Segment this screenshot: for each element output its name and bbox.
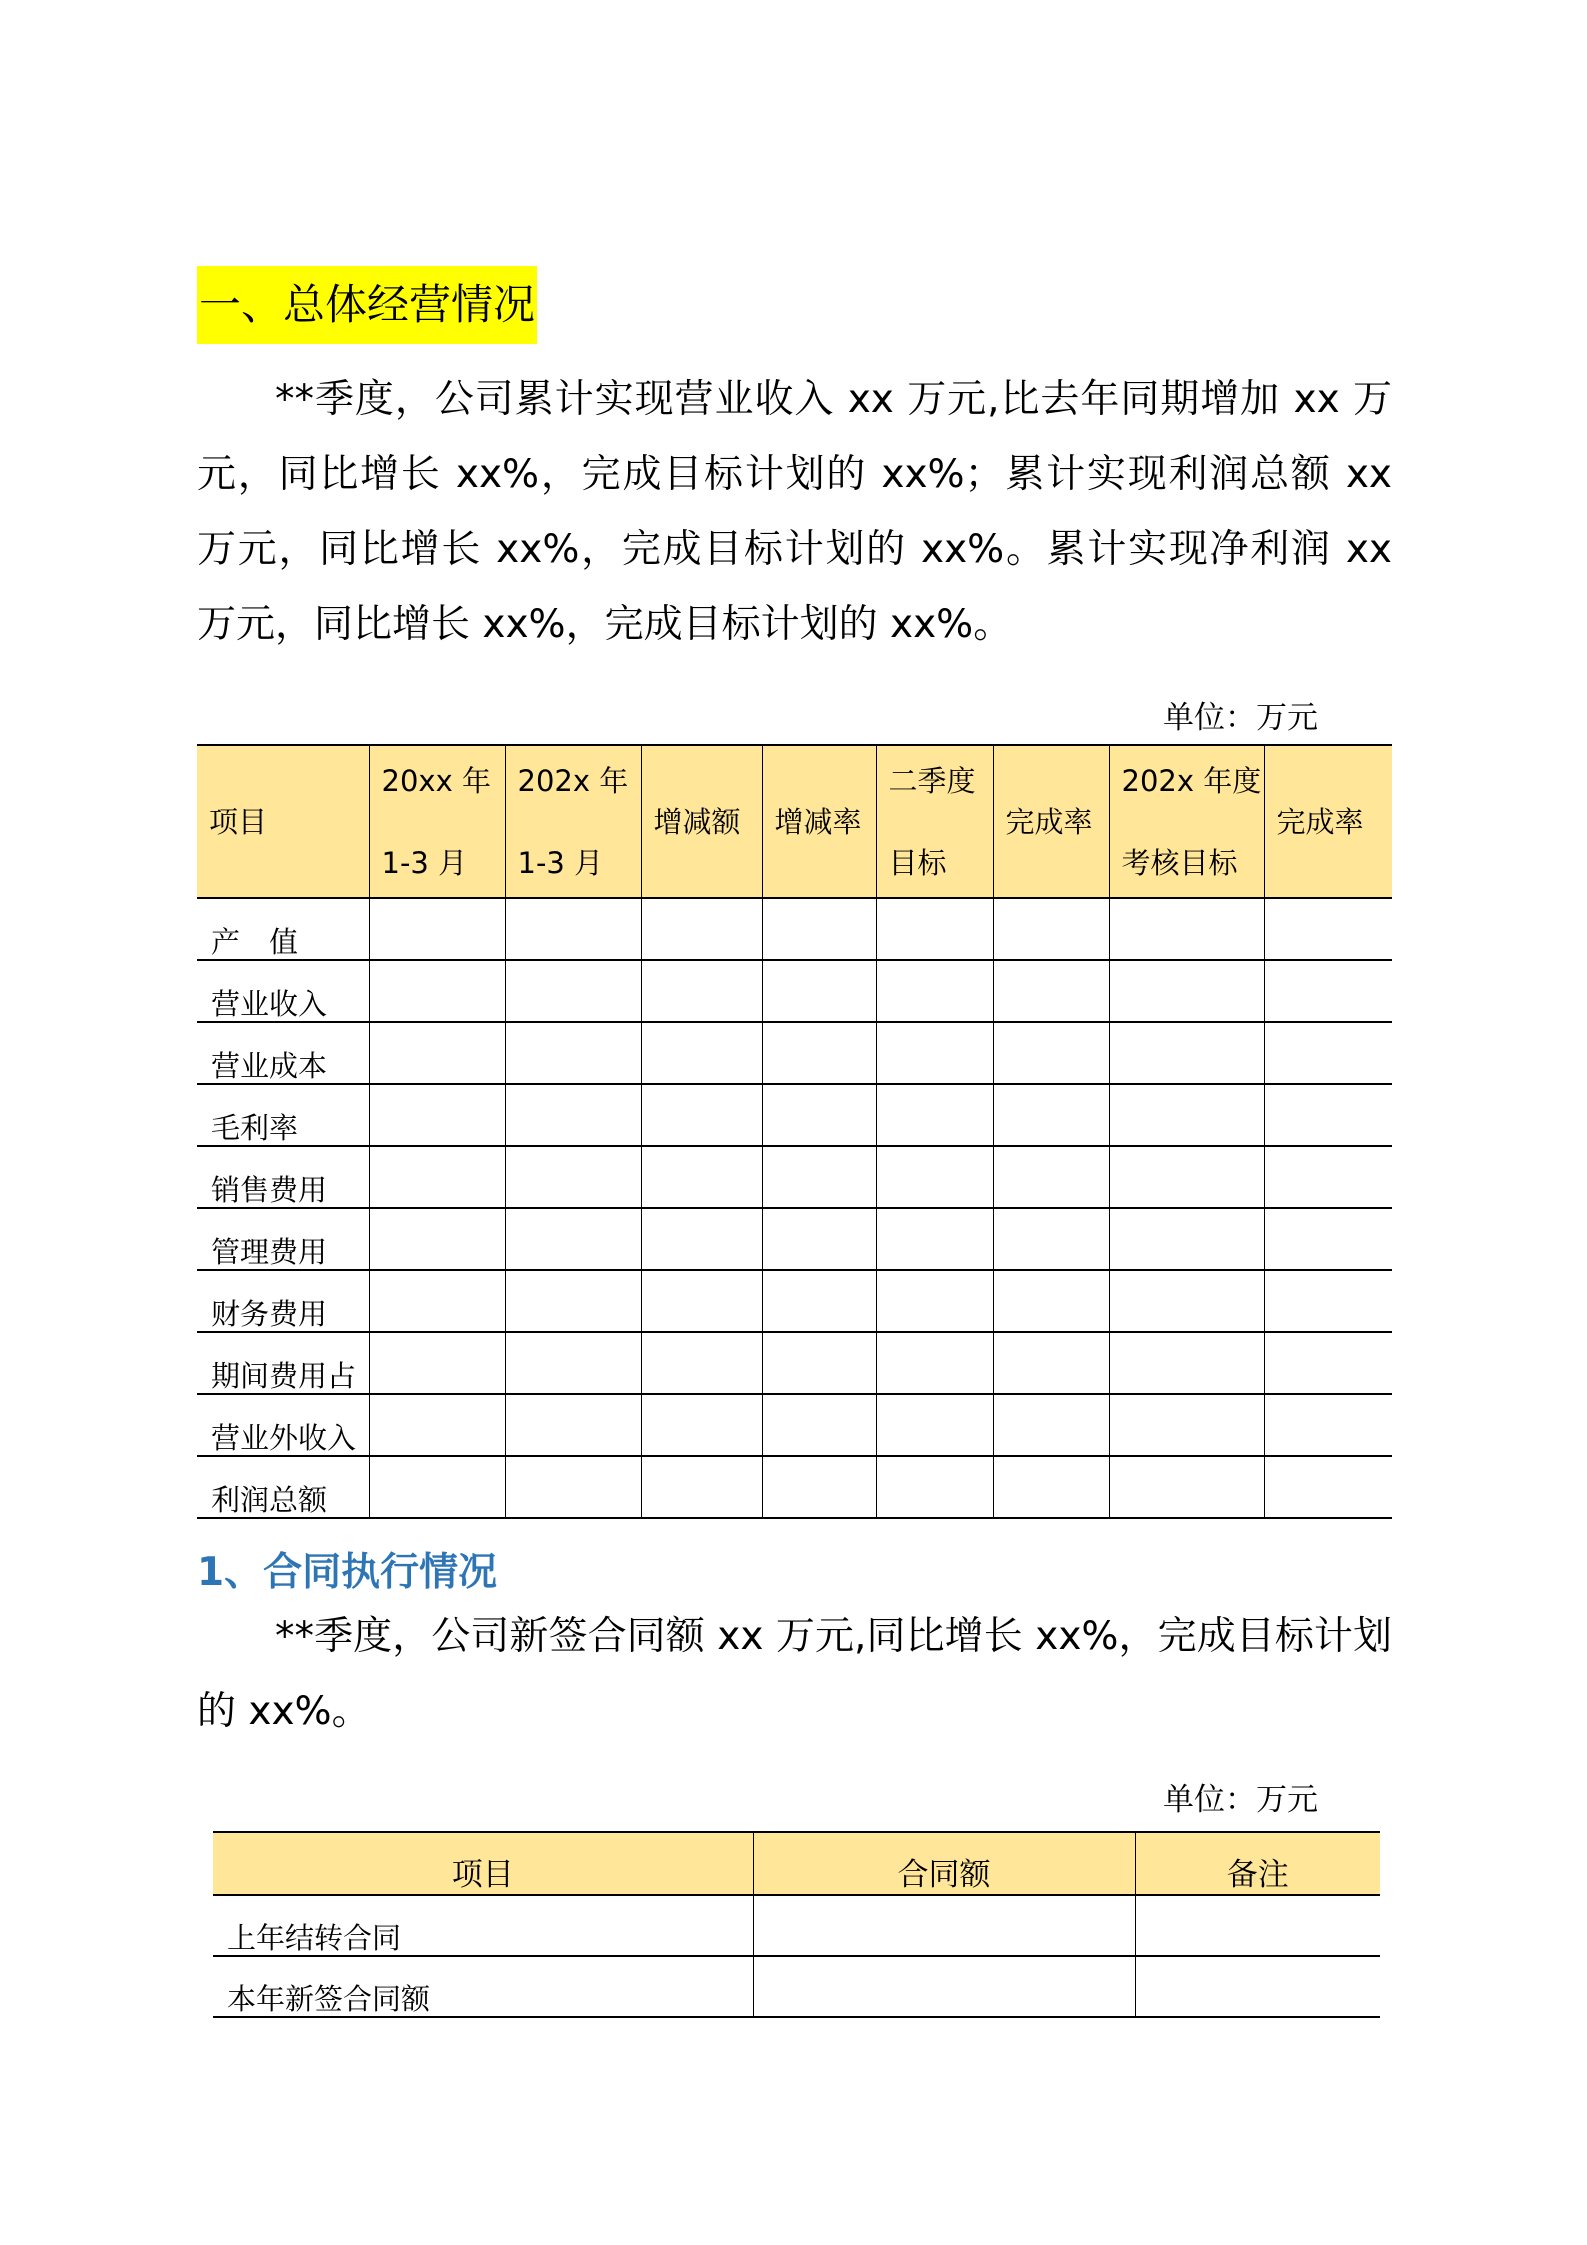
operations-header-cell: [1109, 745, 1264, 898]
row-label: 营业收入: [197, 960, 369, 1022]
table-cell: [993, 1084, 1109, 1146]
operations-header-cell: [641, 745, 762, 898]
table-cell: [369, 1084, 505, 1146]
table-cell: [1264, 960, 1392, 1022]
table-row: [197, 1022, 1392, 1084]
table-cell: [762, 898, 876, 960]
unit-label-contract: 单位：万元: [1163, 1782, 1318, 1818]
operations-header-cell: [197, 745, 369, 898]
table-cell: [641, 1146, 762, 1208]
header-line-2: 1-3 月: [381, 845, 468, 880]
contract-execution-paragraph: [197, 1599, 1392, 1749]
table-cell: [1109, 1332, 1264, 1394]
table-cell: [505, 1456, 641, 1518]
table-cell: [1109, 1394, 1264, 1456]
table-cell: [762, 1084, 876, 1146]
table-cell: [1264, 1394, 1392, 1456]
table-row: [197, 1208, 1392, 1270]
table-cell: [762, 1456, 876, 1518]
table-cell: [993, 1270, 1109, 1332]
table-cell: [876, 1208, 993, 1270]
header-line-2: 1-3 月: [517, 845, 604, 880]
table-cell: [1264, 1146, 1392, 1208]
table-cell: [505, 1270, 641, 1332]
table-cell: [993, 1022, 1109, 1084]
table-cell: [369, 1146, 505, 1208]
table-row: [213, 1956, 1380, 2017]
contract-header-cell: 备注: [1135, 1832, 1380, 1895]
table-cell: [641, 898, 762, 960]
table-cell: [641, 1022, 762, 1084]
row-label: 销售费用: [197, 1146, 369, 1208]
operations-header-cell: [762, 745, 876, 898]
table-cell: [1109, 1208, 1264, 1270]
table-cell: [641, 960, 762, 1022]
operations-header-cell: [1264, 745, 1392, 898]
table-cell: [1109, 1270, 1264, 1332]
table-cell: [369, 1394, 505, 1456]
header-line-2: 目标: [888, 845, 947, 880]
table-cell: [1109, 960, 1264, 1022]
row-label: 毛利率: [197, 1084, 369, 1146]
table-cell: [641, 1394, 762, 1456]
table-cell: [505, 1022, 641, 1084]
row-label: 本年新签合同额: [213, 1956, 753, 2017]
contract-execution-text: **季度，公司新签合同额 xx 万元,同比增长 xx%，完成目标计划的 xx%。: [197, 1614, 1392, 1734]
header-label: 完成率: [1276, 804, 1364, 839]
table-cell: [1264, 1208, 1392, 1270]
table-cell: [505, 1146, 641, 1208]
table-row: [197, 1084, 1392, 1146]
table-cell: [641, 1270, 762, 1332]
table-cell: [1264, 1456, 1392, 1518]
table-cell: [1264, 1270, 1392, 1332]
table-cell: [762, 1022, 876, 1084]
header-line-2: 考核目标: [1121, 845, 1238, 880]
table-cell: [1109, 1146, 1264, 1208]
contract-table: [213, 1831, 1380, 2018]
table-cell: [505, 1394, 641, 1456]
table-cell: [762, 1332, 876, 1394]
header-label: 完成率: [1005, 804, 1093, 839]
row-label: 期间费用占: [197, 1332, 369, 1394]
table-cell: [876, 1456, 993, 1518]
operations-table-header: [197, 745, 1392, 898]
header-label: 项目: [209, 804, 268, 839]
table-row: [197, 1394, 1392, 1456]
operations-header-cell: [505, 745, 641, 898]
table-cell: [876, 1022, 993, 1084]
table-cell: [1135, 1895, 1380, 1956]
table-row: [197, 898, 1392, 960]
header-line-1: 202x 年: [517, 763, 629, 798]
table-cell: [369, 1208, 505, 1270]
header-line-1: 二季度: [888, 763, 976, 798]
table-cell: [753, 1895, 1135, 1956]
section-title-contract-execution: 1、合同执行情况: [197, 1550, 498, 1595]
table-cell: [369, 1332, 505, 1394]
table-cell: [1109, 898, 1264, 960]
table-cell: [753, 1956, 1135, 2017]
table-cell: [1264, 1332, 1392, 1394]
table-cell: [762, 1208, 876, 1270]
table-cell: [369, 1022, 505, 1084]
table-cell: [876, 1332, 993, 1394]
table-row: [197, 1332, 1392, 1394]
row-label: 上年结转合同: [213, 1895, 753, 1956]
table-cell: [876, 1394, 993, 1456]
unit-label: 单位：万元: [1163, 700, 1318, 736]
row-label: 营业成本: [197, 1022, 369, 1084]
header-label: 增减率: [774, 804, 862, 839]
table-cell: [993, 1394, 1109, 1456]
table-cell: [641, 1456, 762, 1518]
table-cell: [876, 1146, 993, 1208]
table-cell: [1109, 1456, 1264, 1518]
table-row: [197, 1456, 1392, 1518]
table-cell: [369, 1270, 505, 1332]
operations-header-cell: [993, 745, 1109, 898]
row-label: 管理费用: [197, 1208, 369, 1270]
table-row: [213, 1895, 1380, 1956]
table-cell: [762, 1394, 876, 1456]
table-cell: [993, 960, 1109, 1022]
table-cell: [993, 1146, 1109, 1208]
table-cell: [876, 1084, 993, 1146]
table-cell: [762, 1146, 876, 1208]
header-label: 增减额: [653, 804, 741, 839]
table-cell: [1264, 898, 1392, 960]
row-label: 财务费用: [197, 1270, 369, 1332]
table-cell: [993, 1208, 1109, 1270]
table-cell: [876, 1270, 993, 1332]
row-label: 营业外收入: [197, 1394, 369, 1456]
table-cell: [1109, 1022, 1264, 1084]
table-cell: [505, 1208, 641, 1270]
table-row: [197, 1270, 1392, 1332]
overall-operations-text: **季度，公司累计实现营业收入 xx 万元,比去年同期增加 xx 万元，同比增长 xx%，完成目标计划的 xx%；累计实现利润总额 xx 万元，同比增长 xx%，完成目标计划的 xx%。累计实现净利润 xx 万元，同比增长 xx%，完成目标计划的 xx%。: [197, 377, 1392, 647]
table-cell: [641, 1332, 762, 1394]
table-cell: [1135, 1956, 1380, 2017]
table-cell: [505, 898, 641, 960]
header-line-1: 202x 年度: [1121, 763, 1262, 798]
table-cell: [641, 1208, 762, 1270]
table-cell: [762, 960, 876, 1022]
contract-header-cell: 项目: [213, 1832, 753, 1895]
table-cell: [505, 960, 641, 1022]
table-cell: [369, 898, 505, 960]
row-label: 产 值: [197, 898, 369, 960]
table-cell: [505, 1332, 641, 1394]
overall-operations-paragraph: [197, 362, 1392, 662]
section-title-overall-operations: 一、总体经营情况: [197, 266, 537, 344]
contract-table-header: [213, 1832, 1380, 1895]
table-row: [197, 1146, 1392, 1208]
table-cell: [1264, 1022, 1392, 1084]
table-cell: [993, 898, 1109, 960]
table-cell: [1264, 1084, 1392, 1146]
table-row: [197, 960, 1392, 1022]
header-line-1: 20xx 年: [381, 763, 491, 798]
table-cell: [876, 898, 993, 960]
table-cell: [505, 1084, 641, 1146]
table-cell: [876, 960, 993, 1022]
contract-header-cell: 合同额: [753, 1832, 1135, 1895]
table-cell: [993, 1332, 1109, 1394]
operations-header-cell: [369, 745, 505, 898]
table-cell: [762, 1270, 876, 1332]
row-label: 利润总额: [197, 1456, 369, 1518]
table-cell: [369, 960, 505, 1022]
table-cell: [369, 1456, 505, 1518]
operations-header-cell: [876, 745, 993, 898]
operations-table: [197, 744, 1392, 1519]
table-cell: [1109, 1084, 1264, 1146]
table-cell: [641, 1084, 762, 1146]
table-cell: [993, 1456, 1109, 1518]
